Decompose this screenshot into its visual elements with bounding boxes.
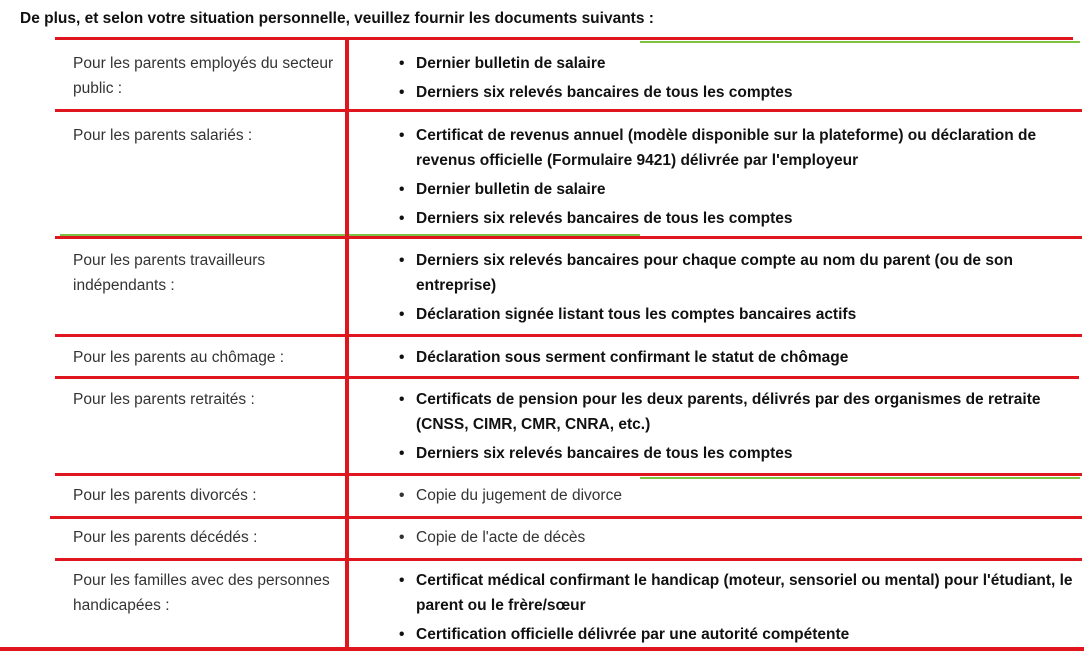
list-item: • Copie de l'acte de décès (398, 525, 1082, 550)
row-label: Pour les parents retraités : (73, 391, 255, 408)
row-divider (55, 473, 1082, 476)
document-list (398, 51, 1082, 109)
row-divider (50, 516, 1082, 519)
list-item: • Derniers six relevés bancaires de tous les comptes (398, 80, 1082, 105)
list-item: • Derniers six relevés bancaires pour chaque compte au nom du parent (ou de son entreprise) (398, 248, 1082, 298)
row-divider (55, 109, 1082, 112)
list-item: • Certification officielle délivrée par une autorité compétente (398, 622, 1082, 647)
row-label: Pour les parents salariés : (73, 127, 253, 144)
list-item: • Dernier bulletin de salaire (398, 177, 1082, 202)
intro-text: De plus, et selon votre situation personnelle, veuillez fournir les documents suivants : (20, 10, 654, 27)
document-list (398, 248, 1082, 331)
document-list (398, 345, 1082, 374)
document-list (398, 568, 1082, 651)
row-divider (55, 236, 1082, 239)
row-divider (55, 37, 1073, 40)
row-label: Pour les parents décédés : (73, 529, 258, 546)
row-label: Pour les parents employés du secteur public : (73, 55, 334, 97)
list-item: • Dernier bulletin de salaire (398, 51, 1082, 76)
list-item: • Déclaration sous serment confirmant le statut de chômage (398, 345, 1082, 370)
list-item: • Certificat de revenus annuel (modèle disponible sur la plateforme) ou déclaration de revenus officielle (Formulaire 9421) délivrée par l'employeur (398, 123, 1082, 173)
document-list (398, 123, 1082, 235)
list-item: • Certificats de pension pour les deux parents, délivrés par des organismes de retraite (CNSS, CIMR, CMR, CNRA, etc.) (398, 387, 1082, 437)
list-item: • Certificat médical confirmant le handicap (moteur, sensoriel ou mental) pour l'étudiant, le parent ou le frère/sœur (398, 568, 1082, 618)
row-divider (0, 647, 1084, 651)
row-label: Pour les familles avec des personnes handicapées : (73, 572, 330, 614)
list-item: • Derniers six relevés bancaires de tous les comptes (398, 441, 1082, 466)
row-divider-secondary (640, 477, 1080, 479)
row-divider (55, 334, 1082, 337)
row-label: Pour les parents divorcés : (73, 487, 257, 504)
list-item: • Copie du jugement de divorce (398, 483, 1082, 508)
row-label: Pour les parents au chômage : (73, 349, 285, 366)
row-divider (55, 376, 1079, 379)
document-list (398, 483, 1082, 512)
document-list (398, 525, 1082, 554)
list-item: • Derniers six relevés bancaires de tous les comptes (398, 206, 1082, 231)
list-item: • Déclaration signée listant tous les comptes bancaires actifs (398, 302, 1082, 327)
row-label: Pour les parents travailleurs indépendants : (73, 252, 266, 294)
column-divider (345, 38, 349, 647)
row-divider-secondary (640, 41, 1080, 43)
document-list (398, 387, 1082, 470)
row-divider (55, 558, 1082, 561)
